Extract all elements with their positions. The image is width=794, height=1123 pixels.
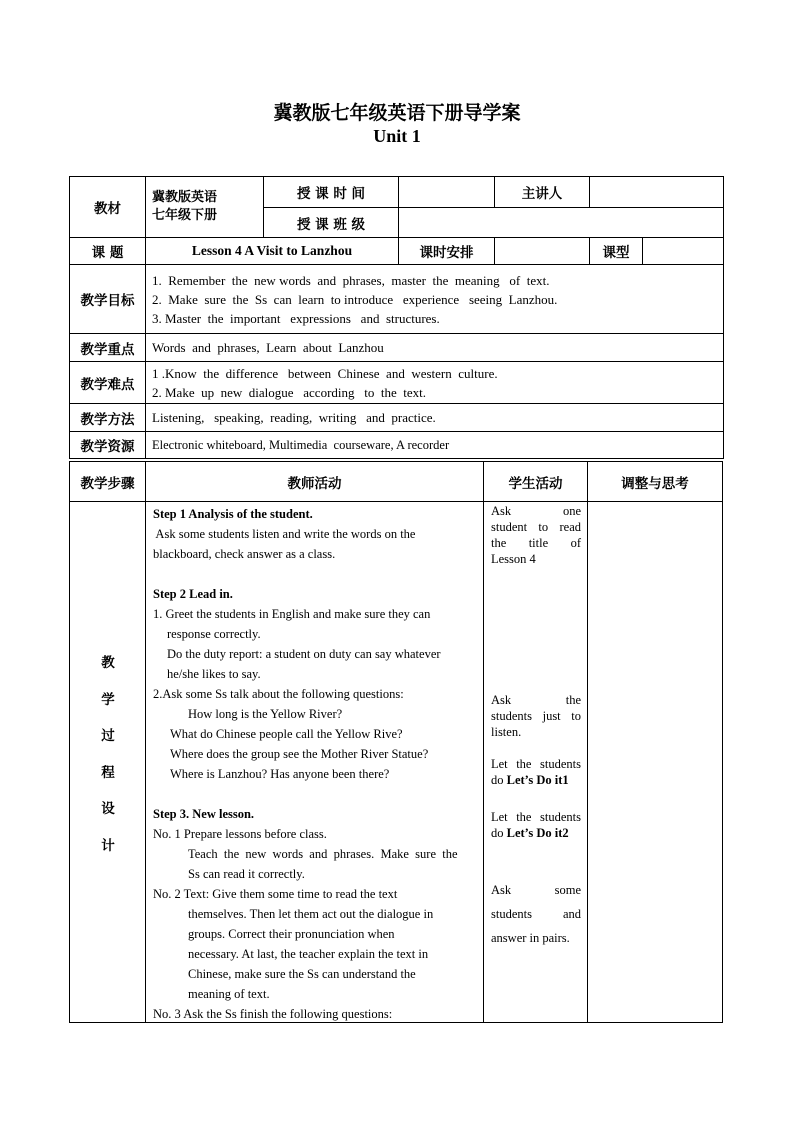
question-line: How long is the Yellow River? (188, 707, 343, 721)
question-line: What do Chinese people call the Yellow Rive? (170, 727, 403, 741)
text-line: he/she likes to say. (167, 667, 261, 681)
goals-label: 教学目标 (80, 293, 135, 309)
type-value[interactable] (643, 238, 723, 264)
col-adjust-header: 调整与思考 (621, 475, 689, 492)
unit-title: Unit 1 (373, 126, 421, 146)
resource-value: Electronic whiteboard, Multimedia courseware, A recorder (152, 438, 450, 452)
text-line: Ss can read it correctly. (188, 867, 305, 881)
question-line: Where does the group see the Mother River Statue? (170, 747, 429, 761)
student-activity-4: Let the students do Let’s Do it2 (491, 810, 581, 840)
text-line: No. 3 Ask the Ss finish the following questions: (153, 1007, 393, 1021)
goal-item: 3. Master the important expressions and structures. (152, 310, 440, 326)
goal-item: 2. Make sure the Ss can learn to introduce experience seeing Lanzhou. (152, 291, 558, 307)
student-activity-2: Ask the students just to listen. (491, 693, 581, 739)
focus-label: 教学重点 (80, 341, 135, 358)
text-line: No. 1 Prepare lessons before class. (153, 827, 327, 841)
text-line: Teach the new words and phrases. Make sure the (188, 847, 458, 861)
time-label: 授 课 时 间 (296, 186, 366, 202)
text-line: 1. Greet the students in English and make sure they can (153, 607, 431, 621)
difficulty-label: 教学难点 (80, 376, 135, 393)
student-activity-3: Let the students do Let’s Do it1 (491, 757, 581, 787)
teacher-label: 主讲人 (521, 186, 563, 202)
method-value: Listening, speaking, reading, writing and practice. (152, 409, 436, 425)
goal-item: 1. Remember the new words and phrases, master the meaning of text. (152, 272, 550, 288)
material-value: 冀教版英语 七年级下册 (152, 190, 218, 223)
teacher-activity (153, 504, 479, 1024)
text-line: themselves. Then let them act out the dialogue in (188, 907, 434, 921)
topic-value: Lesson 4 A Visit to Lanzhou (191, 243, 353, 258)
text-line: response correctly. (167, 627, 261, 641)
material-label: 教材 (94, 201, 121, 217)
step3-title: Step 3. New lesson. (153, 807, 255, 821)
text-line: Ask some students listen and write the words on the (153, 527, 416, 541)
resource-label: 教学资源 (80, 439, 135, 455)
step2-title: Step 2 Lead in. (153, 587, 233, 601)
text-line: blackboard, check answer as a class. (153, 547, 336, 561)
text-line: necessary. At last, the teacher explain the text in (188, 947, 429, 961)
text-line: meaning of text. (188, 987, 270, 1001)
schedule-value[interactable] (495, 238, 589, 264)
difficulty-list (146, 362, 723, 403)
process-design-label: 教 学 过 程 设 计 (101, 655, 115, 854)
step1-title: Step 1 Analysis of the student. (153, 507, 313, 521)
schedule-label: 课时安排 (419, 245, 474, 261)
text-line: Do the duty report: a student on duty can say whatever (167, 647, 441, 661)
col-student-header: 学生活动 (508, 475, 563, 492)
text-line: groups. Correct their pronunciation when (188, 927, 395, 941)
difficulty-item: 1 .Know the difference between Chinese and western culture. (152, 365, 498, 381)
type-label: 课型 (602, 245, 630, 261)
document-title: 冀教版七年级英语下册导学案 (273, 102, 521, 124)
class-value[interactable] (399, 208, 723, 237)
time-value[interactable] (399, 177, 494, 207)
text-line: 2.Ask some Ss talk about the following questions: (153, 687, 404, 701)
focus-value: Words and phrases, Learn about Lanzhou (152, 339, 384, 355)
class-label: 授 课 班 级 (296, 216, 366, 233)
question-line: Where is Lanzhou? Has anyone been there? (170, 767, 390, 781)
text-line: Chinese, make sure the Ss can understand the (188, 967, 416, 981)
col-teacher-header: 教师活动 (287, 475, 342, 492)
adjust-notes-cell[interactable] (588, 502, 722, 1022)
teacher-value[interactable] (590, 177, 723, 207)
student-activity-5: Ask some students and answer in pairs. (491, 883, 581, 945)
text-line: No. 2 Text: Give them some time to read the text (153, 887, 398, 901)
col-steps-header: 教学步骤 (80, 475, 135, 492)
student-activity-1: Ask one student to read the title of Lesson 4 (491, 504, 581, 566)
goals-list (146, 265, 723, 333)
method-label: 教学方法 (80, 411, 135, 428)
difficulty-item: 2. Make up new dialogue according to the text. (152, 384, 427, 400)
topic-label: 课 题 (91, 245, 124, 261)
